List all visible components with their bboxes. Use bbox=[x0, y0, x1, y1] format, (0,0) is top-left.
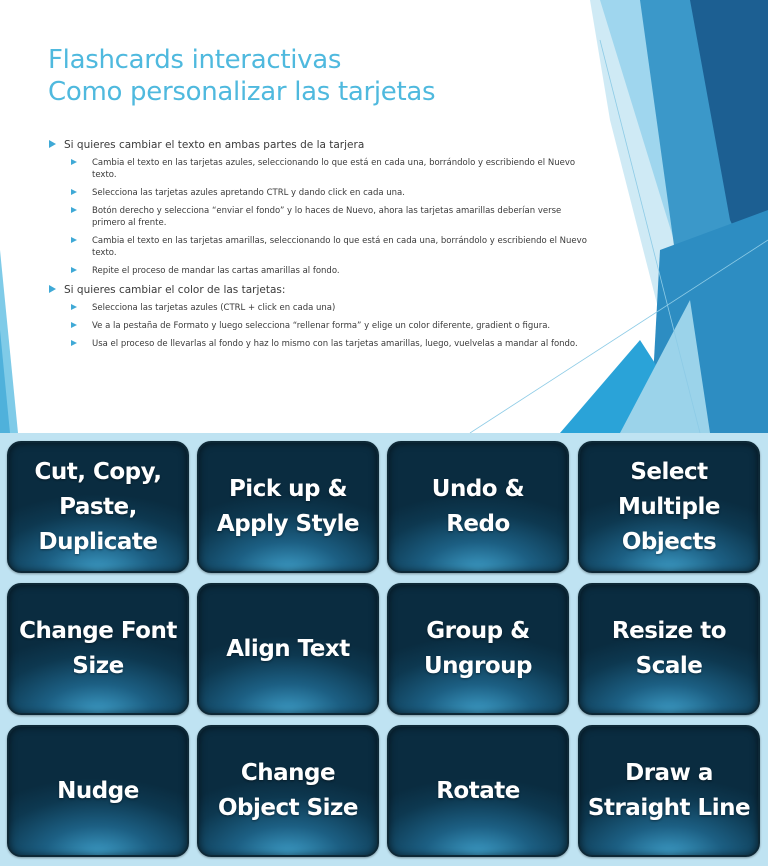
list-item: Repite el proceso de mandar las cartas amarillas al fondo. bbox=[71, 265, 588, 277]
slide-title bbox=[48, 44, 435, 108]
flashcard-grid bbox=[0, 433, 768, 866]
slide-title-line-1: Flashcards interactivas bbox=[48, 45, 342, 75]
list-item: Cambia el texto en las tarjetas amarillas, seleccionando lo que está en cada una, borrándolo y escribiendo el Nuevo texto. bbox=[71, 235, 588, 259]
instruction-list bbox=[48, 138, 588, 356]
section-heading: Si quieres cambiar el texto en ambas partes de la tarjera bbox=[64, 139, 365, 151]
list-item: Usa el proceso de llevarlas al fondo y haz lo mismo con las tarjetas amarillas, luego, vuelvelas a mandar al fondo. bbox=[71, 338, 588, 350]
flashcard-group-ungroup[interactable] bbox=[387, 583, 569, 715]
section-change-color bbox=[48, 283, 588, 350]
flashcard-label: Pick up & Apply Style bbox=[216, 476, 360, 537]
flashcard-select-multiple-objects[interactable] bbox=[578, 441, 760, 573]
slide-title-line-2: Como personalizar las tarjetas bbox=[48, 77, 436, 107]
flashcard-label: Nudge bbox=[57, 777, 139, 804]
list-item: Cambia el texto en las tarjetas azules, seleccionando lo que está en cada una, borrándolo y escribiendo el Nuevo texto. bbox=[71, 157, 588, 181]
flashcard-pick-up-apply-style[interactable] bbox=[197, 441, 379, 573]
flashcard-label: Group & Ungroup bbox=[424, 618, 532, 679]
flashcard-label: Cut, Copy, Paste, Duplicate bbox=[34, 458, 162, 555]
flashcard-align-text[interactable] bbox=[197, 583, 379, 715]
flashcard-draw-straight-line[interactable] bbox=[578, 725, 760, 857]
flashcard-resize-to-scale[interactable] bbox=[578, 583, 760, 715]
sub-list bbox=[64, 302, 588, 350]
list-item: Selecciona las tarjetas azules (CTRL + click en cada una) bbox=[71, 302, 588, 314]
flashcard-label: Rotate bbox=[436, 777, 520, 804]
flashcard-cut-copy-paste-duplicate[interactable] bbox=[7, 441, 189, 573]
flashcard-nudge[interactable] bbox=[7, 725, 189, 857]
flashcard-label: Undo & Redo bbox=[431, 476, 525, 537]
flashcard-label: Draw a Straight Line bbox=[587, 760, 751, 821]
flashcard-rotate[interactable] bbox=[387, 725, 569, 857]
flashcard-undo-redo[interactable] bbox=[387, 441, 569, 573]
flashcard-label: Change Object Size bbox=[217, 760, 359, 821]
list-item: Botón derecho y selecciona “enviar el fondo” y lo haces de Nuevo, ahora las tarjetas amarillas deberían verse primero al frente. bbox=[71, 205, 588, 229]
flashcard-label: Change Font Size bbox=[19, 618, 177, 679]
list-item: Selecciona las tarjetas azules apretando CTRL y dando click en cada una. bbox=[71, 187, 588, 199]
flashcard-label: Align Text bbox=[226, 635, 350, 662]
flashcard-label: Resize to Scale bbox=[611, 618, 727, 679]
section-heading: Si quieres cambiar el color de las tarjetas: bbox=[64, 284, 286, 296]
list-item: Ve a la pestaña de Formato y luego selecciona “rellenar forma” y elige un color diferente, gradient o figura. bbox=[71, 320, 588, 332]
flashcard-change-object-size[interactable] bbox=[197, 725, 379, 857]
section-change-text bbox=[48, 138, 588, 277]
flashcard-label: Select Multiple Objects bbox=[618, 458, 720, 555]
sub-list bbox=[64, 157, 588, 277]
flashcard-change-font-size[interactable] bbox=[7, 583, 189, 715]
